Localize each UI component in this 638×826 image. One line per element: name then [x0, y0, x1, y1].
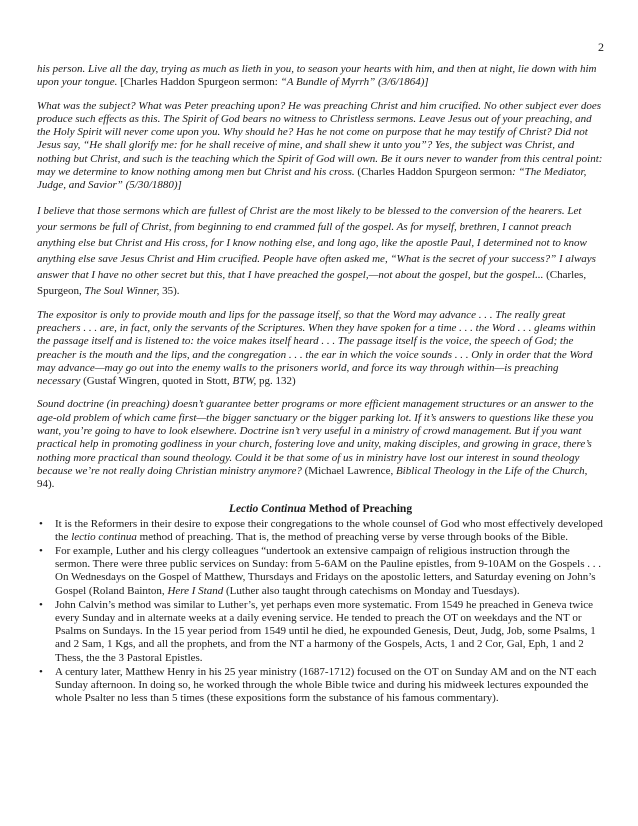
page-content — [37, 63, 604, 706]
citation-text: (Charles, Spurgeon, — [37, 268, 587, 297]
list-item-text: A century later, Matthew Henry in his 25 year ministry (1687-1712) focused on the OT on Sunday AM and on the NT each Sunday afternoon. In doing so, he worked through the whole Bible twice and during his midweek lectures expounded the whole Psalter no less than 5 times (these expositions form the substance of his famous commentary). — [55, 665, 597, 705]
citation-text: (Gustaf Wingren, quoted in Stott, — [80, 375, 233, 388]
quote-text: Sound doctrine (in preaching) doesn’t guarantee better programs or more efficient management structures or an answer to the age-old problem of which came first—the bigger sanctuary or the bigger parking lot. If it’s answers to questions like these you want, you’re going to have to look elsewhere. Doctrine isn’t very useful in a ministry of crowd management. But if you want practical help in promoting godliness in your church, fostering love and unity, making disciples, and growing in grace, there’s nothing more practical than sound theology. Could it be that some of us in ministry have lost our interest in sound theology because we’re not really doing Christian ministry anymore? — [37, 398, 594, 477]
quote-paragraph-5 — [37, 398, 604, 491]
quote-paragraph-1 — [37, 63, 604, 90]
citation-text: [Charles Haddon Spurgeon sermon: — [117, 76, 281, 89]
citation-title: BTW, — [232, 375, 257, 388]
quote-text: The expositor is only to provide mouth and lips for the passage itself, so that the Word may advance . . . The really great preachers . . . are, in fact, only the servants of the Scriptures. When they have spoken for a time . . . the Word . . . gleams within the passage itself and is listened to: the voice makes itself heard . . . The passage itself is the voice, the speech of God; the preacher is the mouth and the lips, and the congregation . . . the ear in which the voice sounds . . . Only in order that the Word may advance—may go out into the enemy walls to the prisoners world, and force its way through within—is preaching necessary — [37, 308, 596, 388]
list-item-text: For example, Luther and his clergy colleagues “undertook an extensive campaign of religious instruction through the sermon. There were three public services on Sunday: from 5-6AM on the Pauline epistles, from 9-10AM on the Gospels . . . On Wednesdays on the Gospel of Matthew, Thursdays and Fridays on the apostolic letters, and Saturday evening on John’s Gospel (Roland Bainton, — [55, 544, 602, 597]
citation-title: “A Bundle of Myrrh” (3/6/1864)] — [280, 76, 429, 89]
bullet-icon: • — [39, 544, 43, 557]
quote-text: I believe that those sermons which are fullest of Christ are the most likely to be blessed to the conversion of the hearers. Let your sermons be full of Christ, from beginning to end crammed full of the gospel. As for myself, brethren, I cannot preach anything else but Christ and His cross, for I know nothing else, and long ago, like the apostle Paul, I determined not to know anything else save Jesus Christ and Him crucified. People have often asked me, “What is the secret of your success?” I always answer that I have no other secret but this, that I have preached the gospel,—not about the gospel, but the gospel... — [37, 204, 596, 281]
bullet-icon: • — [39, 598, 43, 611]
list-item-text-end: method of preaching. That is, the method of preaching verse by verse through books of the Bible. — [136, 530, 569, 543]
citation-text: (Charles Haddon Spurgeon sermon — [354, 166, 513, 179]
list-item — [37, 545, 604, 598]
bullet-list — [37, 518, 604, 706]
citation-tail: pg. 132) — [256, 375, 296, 388]
bullet-icon: • — [39, 665, 43, 678]
quote-text: his person. Live all the day, trying as much as lieth in you, to season your hearts with him, and then at night, lie down with him upon your tongue. — [37, 63, 597, 89]
list-item-italic: lectio continua — [71, 530, 137, 543]
quote-paragraph-3 — [37, 203, 604, 299]
citation-title: The Soul Winner, — [84, 284, 160, 297]
page-number: 2 — [598, 40, 604, 54]
citation-tail: , 94). — [37, 464, 588, 491]
section-heading — [37, 502, 604, 516]
list-item-text: John Calvin’s method was similar to Luther’s, yet perhaps even more systematic. From 1549 he preached in Geneva twice every Sunday and in alternate weeks at a daily evening service. He tended to preach the OT on weekdays and the NT or Psalms on Sundays. In the 15 year period from 1549 until he died, he expounded Genesis, Deut, Judg, Job, some Psalms, 1 and 2 Sam, 1 Kgs, and all the prophets, and from the NT a harmony of the Gospels, Acts, 1 and 2 Cor, Gal, Eph, 1 and 2 Thess, the the 3 Pastoral Epistles. — [55, 598, 596, 664]
list-item — [37, 666, 604, 706]
list-item-italic: Here I Stand — [167, 584, 224, 597]
bullet-icon: • — [39, 517, 43, 530]
quote-paragraph-2 — [37, 100, 604, 193]
citation-title: Biblical Theology in the Life of the Church — [395, 464, 585, 477]
list-item-text: It is the Reformers in their desire to expose their congregations to the whole counsel of God who most effectively developed the — [55, 517, 603, 543]
list-item-text-end: (Luther also taught through catechisms on Monday and Tuesdays). — [223, 584, 520, 597]
list-item — [37, 518, 604, 544]
section-heading-rest: Method of Preaching — [305, 502, 413, 515]
citation-tail: 35). — [159, 284, 180, 297]
quote-text: What was the subject? What was Peter preaching upon? He was preaching Christ and him crucified. No other subject ever does produce such effects as this. The Spirit of God bears no witness to Christless sermons. Leave Jesus out of your preaching, and the Holy Spirit will never come upon you. Why should he? Has he not come on purpose that he may testify of Christ? Did not Jesus say, “He shall glorify me: for he shall receive of mine, and shall shew it unto you”? Yes, the subject was Christ, and nothing but Christ, and such is the teaching which the Spirit of God will own. Be it ours never to wander from this central point: may we determine to know nothing among men but Christ and his cross. — [37, 99, 603, 179]
citation-text: (Michael Lawrence, — [301, 464, 396, 477]
list-item — [37, 599, 604, 665]
section-heading-italic: Lectio Continua — [228, 502, 306, 515]
quote-paragraph-4 — [37, 309, 604, 389]
citation-title: : “The Mediator, Judge, and Savior” (5/30/1880)] — [37, 166, 587, 192]
